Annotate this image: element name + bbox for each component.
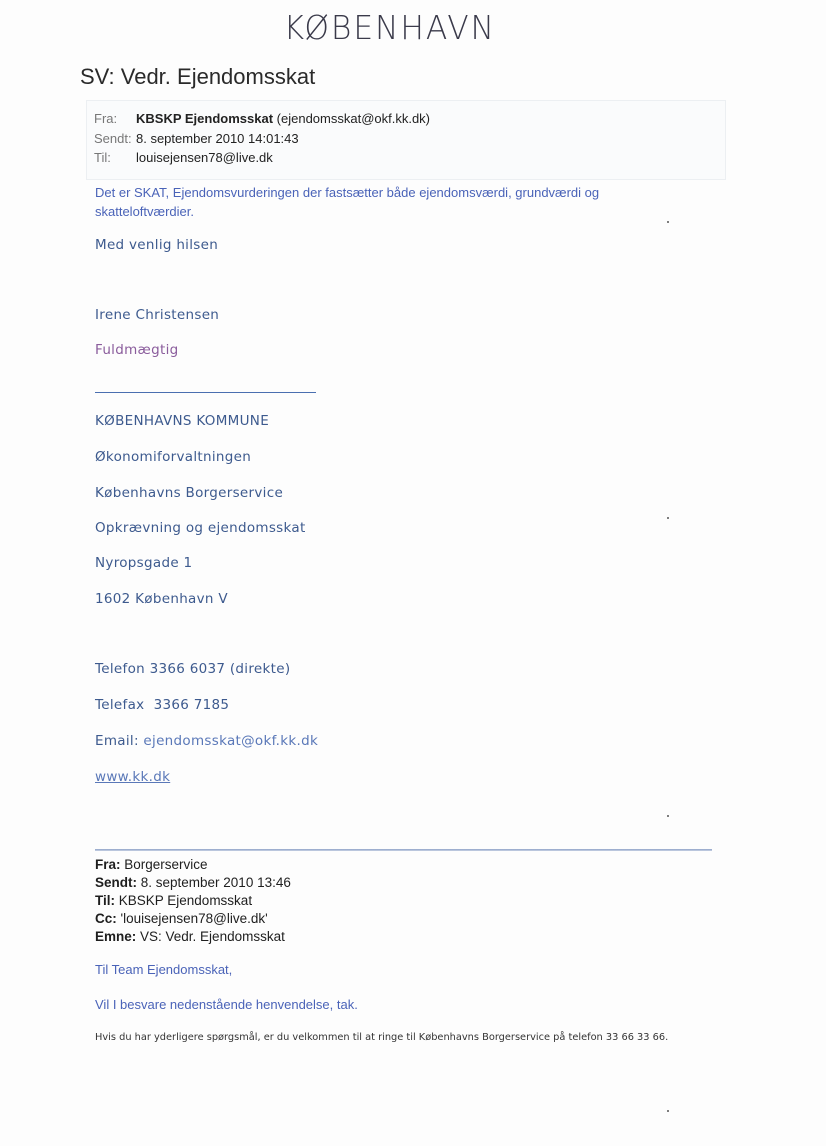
- forward-sent-label: Sendt:: [95, 875, 137, 890]
- to-value[interactable]: louisejensen78@live.dk: [136, 150, 273, 165]
- scan-speck: [667, 221, 669, 223]
- forward-subject: [95, 929, 285, 944]
- signature-city: 1602 København V: [95, 591, 228, 607]
- from-email[interactable]: (ejendomsskat@okf.kk.dk): [276, 111, 431, 126]
- forward-sent: [95, 875, 291, 890]
- body-line-2: skatteloftværdier.: [95, 204, 194, 219]
- closing: Med venlig hilsen: [95, 237, 219, 253]
- website-link[interactable]: www.kk.dk: [95, 769, 171, 785]
- signature-dept-2: Københavns Borgerservice: [95, 485, 284, 501]
- sent-label: Sendt:: [94, 131, 132, 146]
- signature-divider: [95, 392, 316, 393]
- forward-separator: [95, 849, 712, 851]
- sent-value: 8. september 2010 14:01:43: [136, 131, 299, 146]
- header-from: [94, 111, 430, 126]
- forward-greeting: Til Team Ejendomsskat,: [95, 962, 233, 977]
- signature-fax: Telefax 3366 7185: [95, 697, 230, 713]
- email-subject-title: SV: Vedr. Ejendomsskat: [80, 64, 316, 89]
- forward-subject-label: Emne:: [95, 929, 137, 944]
- forward-sent-value: 8. september 2010 13:46: [137, 875, 291, 890]
- handwritten-note: KØBENHAVN: [283, 8, 496, 47]
- forward-to: [95, 893, 252, 908]
- forward-cc: [95, 911, 268, 926]
- signature-email: [95, 733, 318, 749]
- forward-subject-value: VS: Vedr. Ejendomsskat: [136, 929, 285, 944]
- forward-from-value: Borgerservice: [120, 857, 208, 872]
- body-line-1: Det er SKAT, Ejendomsvurderingen der fastsætter både ejendomsværdi, grundværdi og: [95, 185, 600, 200]
- forward-footer: Hvis du har yderligere spørgsmål, er du velkommen til at ringe til Københavns Borgerservice på telefon 33 66 33 66.: [95, 1032, 669, 1043]
- from-label: Fra:: [94, 111, 118, 126]
- signature-org: KØBENHAVNS KOMMUNE: [95, 413, 270, 429]
- signature-name: Irene Christensen: [95, 307, 220, 323]
- forward-from: [95, 857, 208, 872]
- scan-speck: [667, 517, 669, 519]
- to-label: Til:: [94, 150, 111, 165]
- email-label: Email:: [95, 733, 144, 749]
- scan-speck: [667, 815, 669, 817]
- from-name: KBSKP Ejendomsskat: [136, 111, 274, 126]
- forward-request: Vil I besvare nedenstående henvendelse, tak.: [95, 997, 358, 1012]
- header-sent: [94, 131, 299, 146]
- signature-phone: Telefon 3366 6037 (direkte): [95, 661, 291, 677]
- signature-role: Fuldmægtig: [95, 342, 179, 358]
- header-to: [94, 150, 273, 165]
- forward-to-label: Til:: [95, 893, 115, 908]
- forward-to-value: KBSKP Ejendomsskat: [115, 893, 253, 908]
- forward-cc-value: 'louisejensen78@live.dk': [116, 911, 268, 926]
- forward-cc-label: Cc:: [95, 911, 117, 926]
- email-link[interactable]: ejendomsskat@okf.kk.dk: [143, 733, 319, 749]
- signature-dept-3: Opkrævning og ejendomsskat: [95, 520, 306, 536]
- signature-dept-1: Økonomiforvaltningen: [95, 449, 252, 465]
- signature-street: Nyropsgade 1: [95, 555, 193, 571]
- scan-speck: [667, 1110, 669, 1112]
- forward-from-label: Fra:: [95, 857, 121, 872]
